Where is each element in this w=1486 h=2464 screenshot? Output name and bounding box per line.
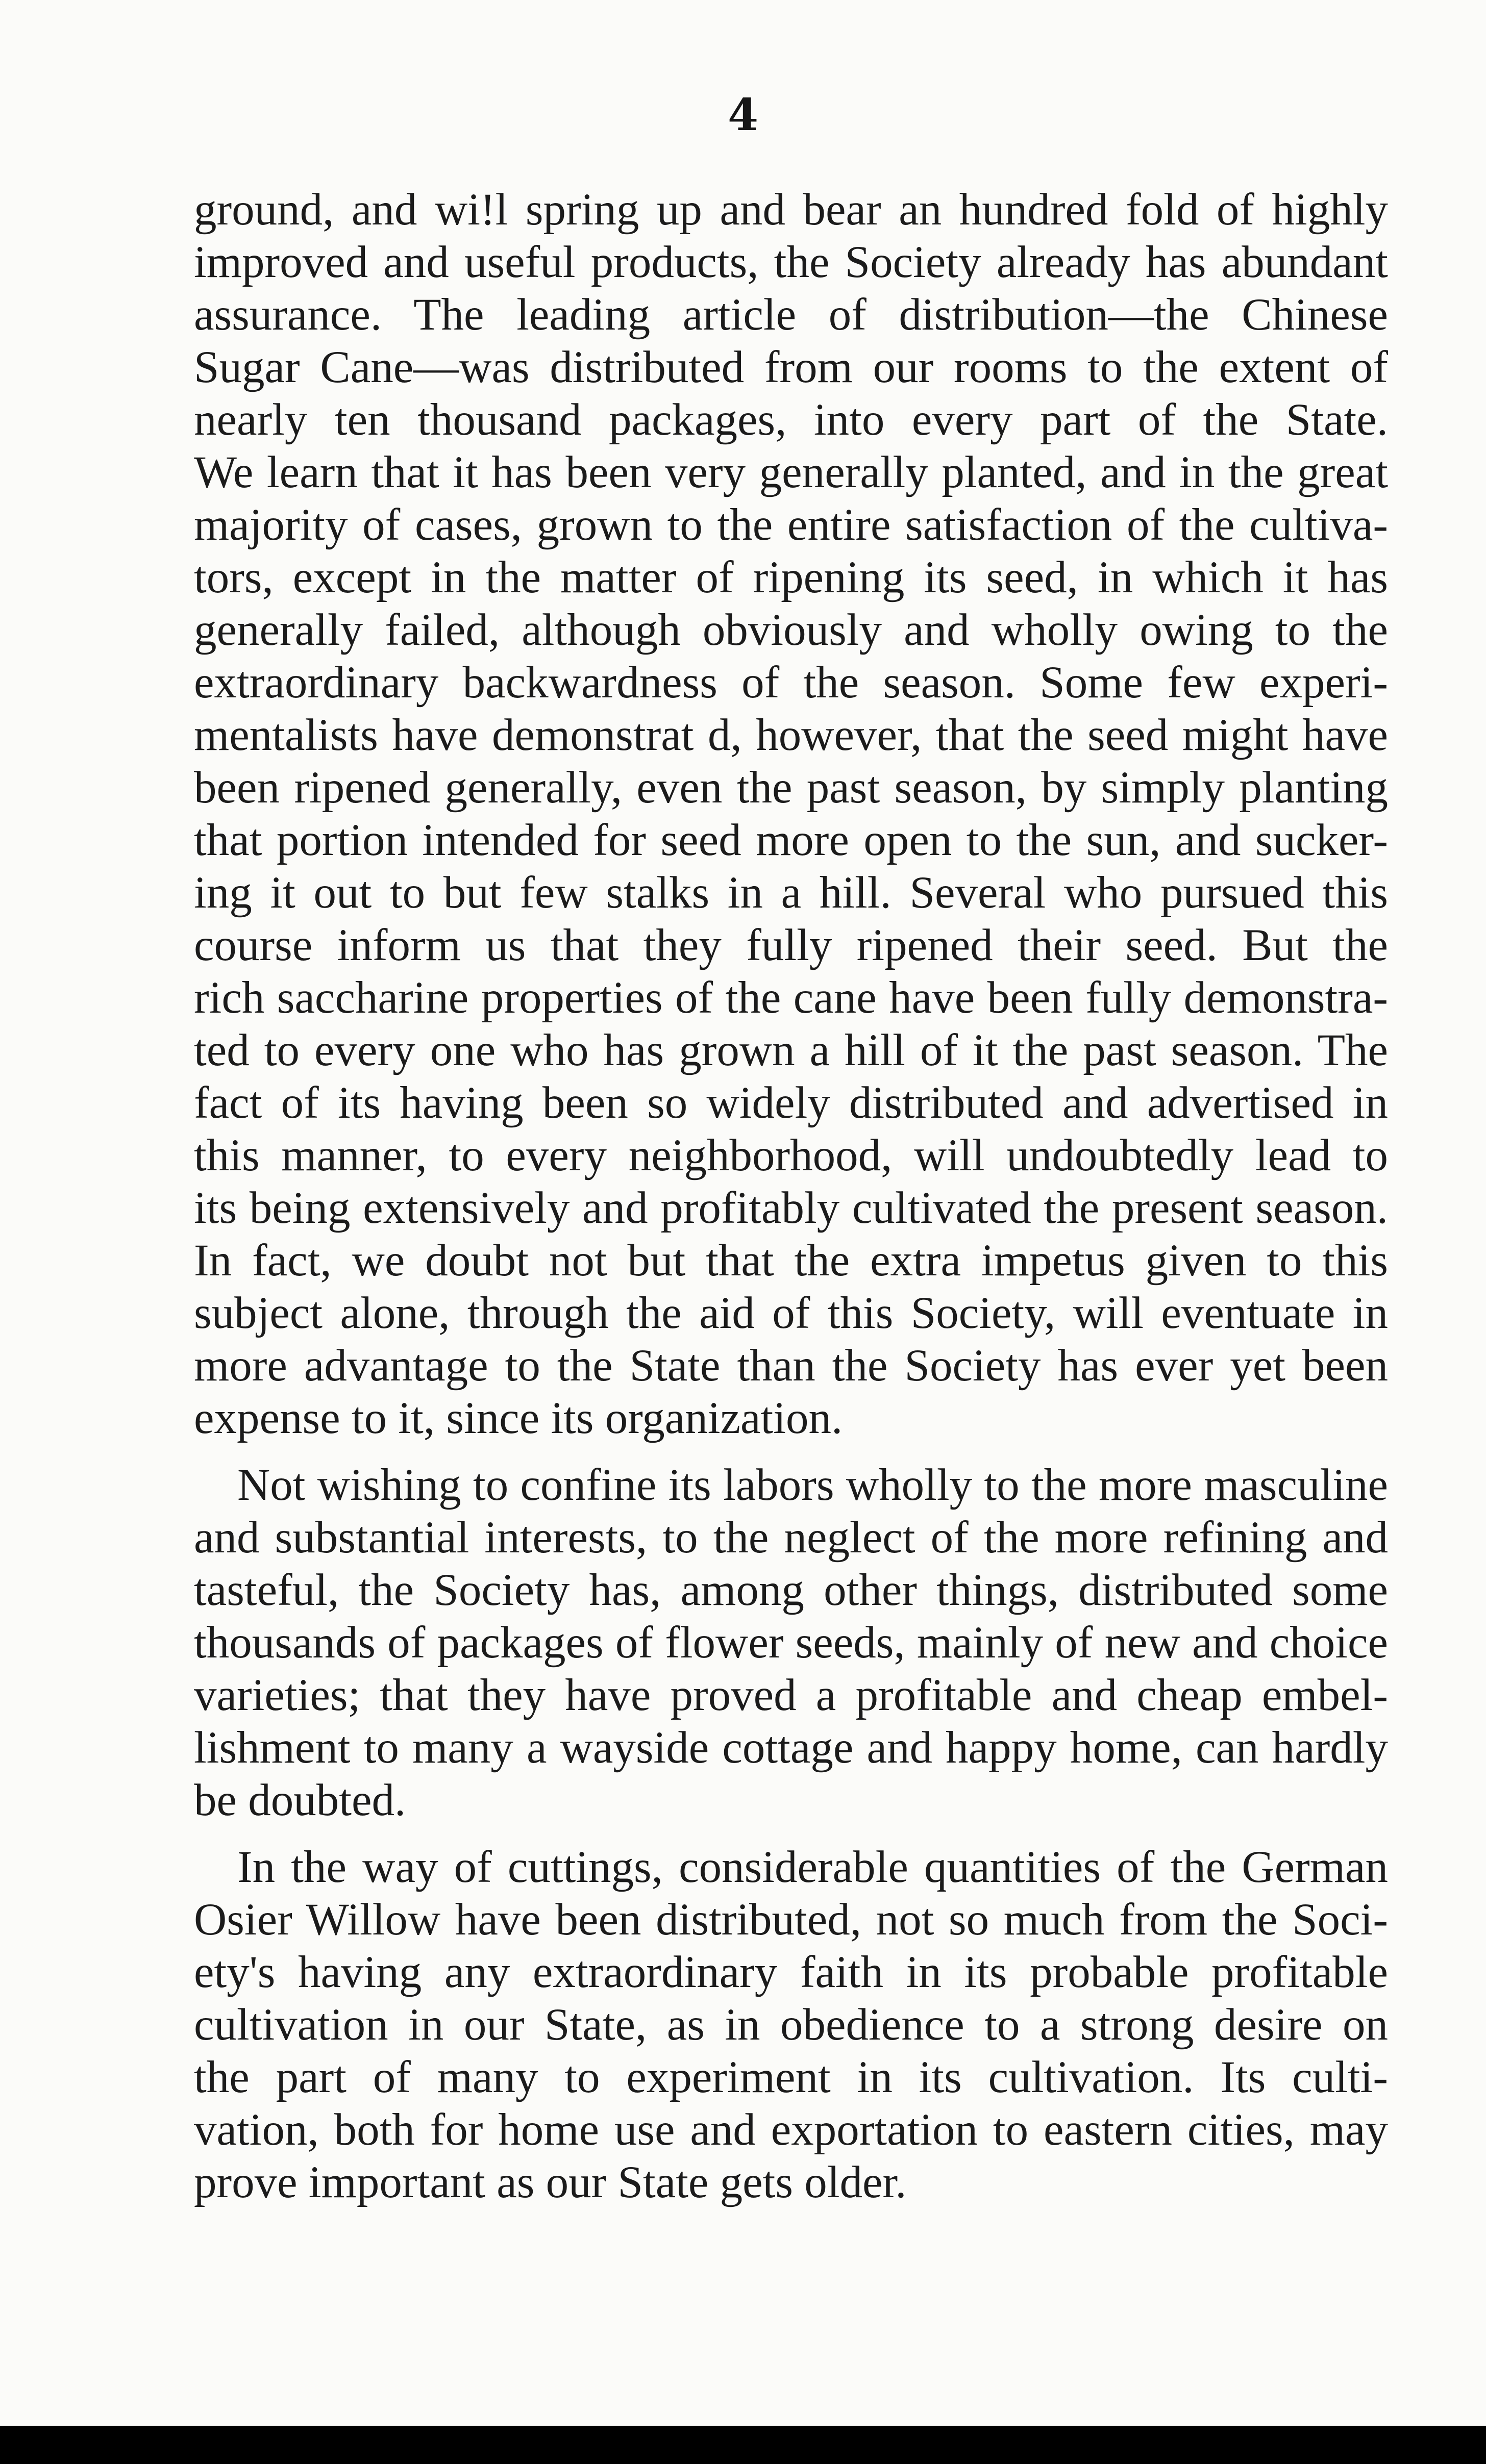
text-line: expense to it, since its organization. bbox=[194, 1393, 843, 1443]
text-line: extraordinary backwardness of the season. Some few experi- bbox=[194, 658, 1388, 708]
text-line: subject alone, through the aid of this Society, will eventuate in bbox=[194, 1288, 1388, 1338]
text-line: vation, both for home use and exportation to eastern cities, may bbox=[194, 2105, 1388, 2155]
text-line: varieties; that they have proved a profitable and cheap embel- bbox=[194, 1670, 1388, 1720]
text-line: We learn that it has been very generally planted, and in the great bbox=[194, 447, 1388, 497]
text-line: In the way of cuttings, considerable quantities of the German bbox=[237, 1842, 1388, 1892]
text-line: Not wishing to confine its labors wholly to the more masculine bbox=[237, 1460, 1388, 1510]
paragraph-gap bbox=[194, 1445, 1388, 1459]
text-line: fact of its having been so widely distributed and advertised in bbox=[194, 1078, 1388, 1128]
text-line: assurance. The leading article of distribution—the Chinese bbox=[194, 290, 1388, 340]
text-line: that portion intended for seed more open to the sun, and sucker- bbox=[194, 815, 1388, 865]
paragraph-gap bbox=[194, 1827, 1388, 1841]
text-line: cultivation in our State, as in obedience to a strong desire on bbox=[194, 2000, 1388, 2050]
text-line: thousands of packages of flower seeds, mainly of new and choice bbox=[194, 1618, 1388, 1668]
text-line: ground, and wi!l spring up and bear an hundred fold of highly bbox=[194, 185, 1388, 235]
text-line: generally failed, although obviously and wholly owing to the bbox=[194, 605, 1388, 655]
text-line: prove important as our State gets older. bbox=[194, 2157, 907, 2207]
text-line: lishment to many a wayside cottage and happy home, can hardly bbox=[194, 1723, 1388, 1773]
text-line: course inform us that they fully ripened their seed. But the bbox=[194, 920, 1388, 970]
text-line: rich saccharine properties of the cane have been fully demonstra- bbox=[194, 973, 1388, 1023]
text-line: tors, except in the matter of ripening its seed, in which it has bbox=[194, 552, 1388, 602]
body-text bbox=[194, 184, 1388, 2209]
text-line: mentalists have demonstrat d, however, that the seed might have bbox=[194, 710, 1388, 760]
text-line: and substantial interests, to the neglect of the more refining and bbox=[194, 1513, 1388, 1563]
text-line: nearly ten thousand packages, into every part of the State. bbox=[194, 395, 1388, 445]
paragraph-3 bbox=[194, 1841, 1388, 2209]
text-line: the part of many to experiment in its cultivation. Its culti- bbox=[194, 2052, 1388, 2102]
text-line: majority of cases, grown to the entire satisfaction of the cultiva- bbox=[194, 500, 1388, 550]
paragraph-2 bbox=[194, 1459, 1388, 1827]
text-line: more advantage to the State than the Society has ever yet been bbox=[194, 1341, 1388, 1391]
text-line: Osier Willow have been distributed, not so much from the Soci- bbox=[194, 1895, 1388, 1945]
text-line: ety's having any extraordinary faith in its probable profitable bbox=[194, 1947, 1388, 1997]
text-line: this manner, to every neighborhood, will undoubtedly lead to bbox=[194, 1130, 1388, 1180]
text-line: been ripened generally, even the past season, by simply planting bbox=[194, 763, 1388, 813]
text-line: improved and useful products, the Society already has abundant bbox=[194, 237, 1388, 287]
text-line: tasteful, the Society has, among other things, distributed some bbox=[194, 1565, 1388, 1615]
paragraph-1 bbox=[194, 184, 1388, 1445]
text-line: be doubted. bbox=[194, 1775, 406, 1825]
scan-bottom-border bbox=[0, 2426, 1486, 2464]
page-number: 4 bbox=[728, 89, 758, 141]
text-line: ted to every one who has grown a hill of it the past season. The bbox=[194, 1025, 1388, 1075]
text-line: In fact, we doubt not but that the extra impetus given to this bbox=[194, 1236, 1388, 1286]
text-line: Sugar Cane—was distributed from our rooms to the extent of bbox=[194, 342, 1388, 392]
text-line: ing it out to but few stalks in a hill. Several who pursued this bbox=[194, 868, 1388, 918]
text-line: its being extensively and profitably cultivated the present season. bbox=[194, 1183, 1388, 1233]
